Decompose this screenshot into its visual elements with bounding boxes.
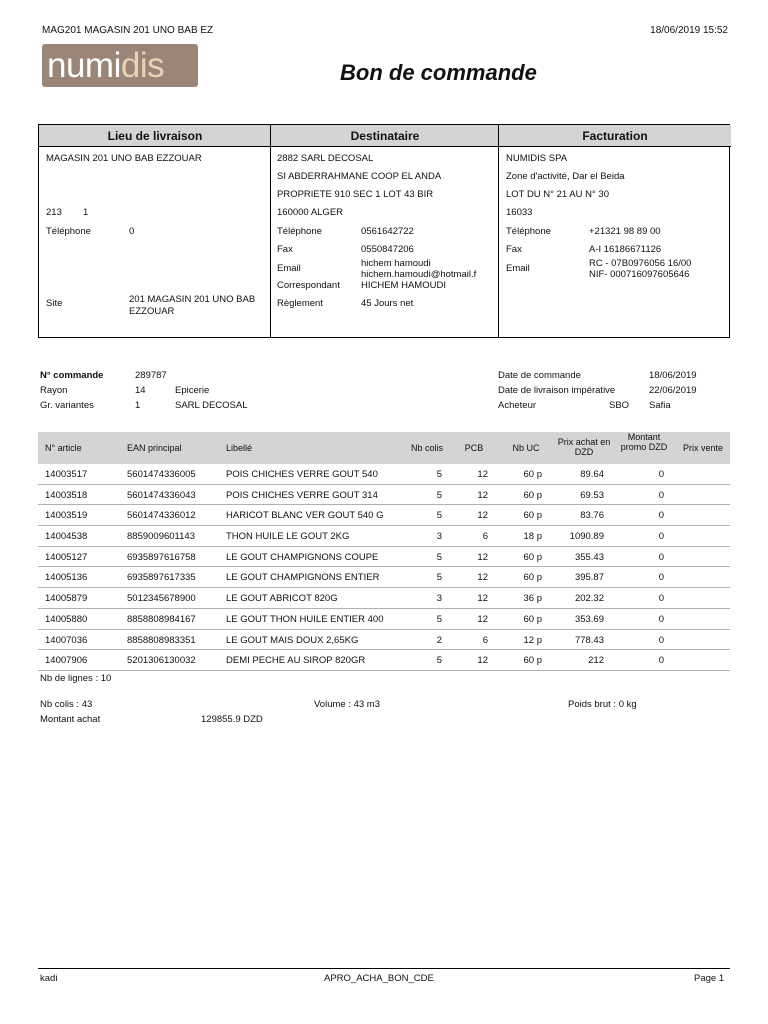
table-row	[38, 650, 730, 671]
cell-nb-uc: 18 p	[523, 531, 542, 543]
dest-line2: SI ABDERRAHMANE COOP EL ANDA	[277, 171, 442, 182]
cell-nb-uc: 12 p	[523, 634, 542, 646]
cell-article: 14005879	[45, 593, 88, 605]
cell-pcb: 12	[477, 655, 488, 667]
cell-article: 14003519	[45, 510, 88, 522]
cell-ean: 6935897617335	[127, 572, 196, 584]
table-row	[38, 609, 730, 630]
col-nb-uc: Nb UC	[512, 443, 540, 453]
cell-ean: 5601474336005	[127, 469, 196, 480]
order-date-value: 18/06/2019	[649, 370, 697, 381]
cell-ean: 5012345678900	[127, 593, 196, 605]
cell-ean: 5601474336012	[127, 510, 196, 522]
cell-pcb: 12	[477, 593, 488, 605]
cell-montant-promo: 0	[658, 634, 664, 646]
livraison-code2: 1	[83, 207, 89, 218]
footer-user: kadi	[40, 973, 58, 984]
delivery-date-label: Date de livraison impérative	[498, 385, 616, 396]
variantes-name: SARL DECOSAL	[175, 400, 248, 411]
fact-line3: LOT DU N° 21 AU N° 30	[506, 189, 609, 200]
cell-article: 14005136	[45, 572, 88, 584]
cell-prix-achat: 395.87	[574, 572, 604, 584]
table-row	[38, 505, 730, 526]
dest-line3: PROPRIETE 910 SEC 1 LOT 43 BIR	[277, 189, 434, 200]
dest-email-value2: hichem.hamoudi@hotmail.f	[361, 269, 477, 280]
dest-corr-value: HICHEM HAMOUDI	[361, 280, 446, 291]
cell-ean: 5201306130032	[127, 655, 196, 667]
order-lines-table	[38, 432, 730, 671]
cell-nb-uc: 60 p	[523, 551, 542, 563]
cell-libelle: LE GOUT CHAMPIGNONS ENTIER	[226, 572, 380, 584]
poids-total: Poids brut : 0 kg	[568, 699, 637, 710]
order-date-label: Date de commande	[498, 370, 581, 381]
cell-prix-achat: 202.32	[574, 593, 604, 605]
cell-prix-achat: 778.43	[574, 634, 604, 646]
dest-corr-label: Correspondant	[277, 280, 340, 291]
table-row	[38, 588, 730, 609]
cell-prix-achat: 353.69	[574, 613, 604, 625]
nb-colis-total: Nb colis : 43	[40, 699, 93, 710]
cell-article: 14003518	[45, 489, 88, 501]
cell-libelle: LE GOUT ABRICOT 820G	[226, 593, 338, 605]
cell-montant-promo: 0	[658, 655, 664, 667]
dest-tel-label: Téléphone	[277, 226, 322, 237]
montant-label: Montant achat	[40, 714, 101, 725]
cell-libelle: LE GOUT MAIS DOUX 2,65KG	[226, 634, 359, 646]
buyer-label: Acheteur	[498, 400, 537, 411]
cell-prix-achat: 212	[588, 655, 604, 667]
print-datetime: 18/06/2019 15:52	[650, 25, 728, 36]
fact-line1: NUMIDIS SPA	[506, 153, 568, 164]
livraison-line1: MAGASIN 201 UNO BAB EZZOUAR	[46, 153, 202, 164]
heading-facturation: Facturation	[499, 125, 731, 147]
numidis-logo	[42, 44, 198, 87]
fact-fax-value: A-I 16186671126	[589, 244, 662, 255]
cell-nb-colis: 5	[436, 551, 442, 563]
col-nb-colis: Nb colis	[410, 443, 443, 453]
cell-pcb: 12	[477, 469, 488, 480]
footer-page: Page 1	[694, 973, 725, 984]
footer-divider	[38, 968, 730, 969]
col-prix-achat: Prix achat en DZD	[557, 437, 611, 457]
cell-montant-promo: 0	[658, 593, 664, 605]
address-block	[38, 124, 730, 338]
cell-pcb: 6	[482, 531, 488, 543]
cell-nb-uc: 60 p	[523, 572, 542, 584]
cell-nb-uc: 60 p	[523, 613, 542, 625]
dest-email-value1: hichem hamoudi	[361, 258, 431, 269]
fact-email-label: Email	[506, 263, 530, 274]
cell-prix-achat: 1090.89	[569, 531, 604, 543]
cell-nb-colis: 5	[436, 572, 442, 584]
footer-report: APRO_ACHA_BON_CDE	[324, 973, 434, 984]
column-divider	[498, 125, 499, 337]
cell-libelle: POIS CHICHES VERRE GOUT 540	[226, 469, 378, 480]
cell-pcb: 12	[477, 613, 488, 625]
fact-fax-label: Fax	[506, 244, 522, 255]
dest-regl-label: Règlement	[277, 298, 323, 309]
logo-text-a: numi	[47, 46, 121, 85]
cell-prix-achat: 89.64	[580, 469, 604, 480]
livraison-site-value2: EZZOUAR	[129, 306, 175, 317]
nb-lignes: Nb de lignes : 10	[40, 673, 112, 684]
livraison-site-label: Site	[46, 298, 63, 309]
cell-prix-achat: 355.43	[574, 551, 604, 563]
dest-fax-value: 0550847206	[361, 244, 414, 255]
col-article: N° article	[45, 443, 82, 453]
page-title: Bon de commande	[340, 60, 537, 85]
delivery-date-value: 22/06/2019	[649, 385, 697, 396]
buyer-code: SBO	[609, 400, 630, 411]
fact-line2: Zone d'activité, Dar el Beida	[506, 171, 625, 182]
col-ean: EAN principal	[127, 443, 182, 453]
table-header	[38, 432, 730, 464]
fact-line4: 16033	[506, 207, 533, 218]
table-row	[38, 630, 730, 651]
cell-article: 14007906	[45, 655, 88, 667]
col-prix-vente: Prix vente	[682, 443, 724, 453]
table-row	[38, 526, 730, 547]
cell-article: 14003517	[45, 469, 88, 480]
cell-libelle: POIS CHICHES VERRE GOUT 314	[226, 489, 378, 501]
cell-ean: 6935897616758	[127, 551, 196, 563]
cell-montant-promo: 0	[658, 510, 664, 522]
fact-tel-value: +21321 98 89 00	[589, 226, 661, 237]
table-row	[38, 547, 730, 568]
rayon-label: Rayon	[40, 385, 68, 396]
cell-libelle: LE GOUT CHAMPIGNONS COUPE	[226, 551, 379, 563]
cell-article: 14005880	[45, 613, 88, 625]
cell-ean: 5601474336043	[127, 489, 196, 501]
cell-montant-promo: 0	[658, 531, 664, 543]
fact-email-value1: RC - 07B0976056 16/00	[589, 258, 692, 269]
col-pcb: PCB	[464, 443, 484, 453]
cell-nb-uc: 36 p	[523, 593, 542, 605]
cell-ean: 8858808984167	[127, 613, 196, 625]
heading-destinataire: Destinataire	[271, 125, 499, 147]
table-body	[38, 464, 730, 671]
cell-nb-colis: 2	[436, 634, 442, 646]
cell-nb-uc: 60 p	[523, 510, 542, 522]
cell-libelle: DEMI PECHE AU SIROP 820GR	[226, 655, 366, 667]
cell-nb-colis: 3	[436, 593, 442, 605]
cell-montant-promo: 0	[658, 489, 664, 501]
dest-fax-label: Fax	[277, 244, 293, 255]
dest-line4: 160000 ALGER	[277, 207, 344, 218]
col-montant-promo: Montant promo DZD	[620, 432, 668, 452]
table-row	[38, 485, 730, 506]
cell-nb-colis: 3	[436, 531, 442, 543]
cell-prix-achat: 83.76	[580, 510, 604, 522]
cell-prix-achat: 69.53	[580, 489, 604, 501]
cell-nb-colis: 5	[436, 655, 442, 667]
cell-nb-colis: 5	[436, 469, 442, 480]
column-divider	[270, 125, 271, 337]
store-label: MAG201 MAGASIN 201 UNO BAB EZ	[42, 25, 214, 36]
cell-ean: 8859009601143	[127, 531, 195, 543]
order-number-label: N° commande	[40, 370, 104, 381]
cell-libelle: THON HUILE LE GOUT 2KG	[226, 531, 350, 543]
cell-article: 14005127	[45, 551, 88, 563]
order-number-value: 289787	[135, 370, 167, 381]
cell-nb-uc: 60 p	[523, 489, 542, 501]
livraison-code: 213	[46, 207, 62, 218]
livraison-site-value1: 201 MAGASIN 201 UNO BAB	[129, 294, 256, 305]
volume-total: Volume : 43 m3	[314, 699, 381, 710]
cell-pcb: 12	[477, 551, 488, 563]
cell-montant-promo: 0	[658, 572, 664, 584]
cell-montant-promo: 0	[658, 469, 664, 480]
cell-nb-uc: 60 p	[523, 655, 542, 667]
cell-ean: 8858808983351	[127, 634, 196, 646]
rayon-code: 14	[135, 385, 146, 396]
variantes-code: 1	[135, 400, 141, 411]
cell-libelle: LE GOUT THON HUILE ENTIER 400	[226, 613, 384, 625]
cell-article: 14004538	[45, 531, 88, 543]
heading-livraison: Lieu de livraison	[39, 125, 271, 147]
dest-regl-value: 45 Jours net	[361, 298, 414, 309]
cell-nb-colis: 5	[436, 489, 442, 501]
livraison-tel-value: 0	[129, 226, 135, 237]
table-row	[38, 464, 730, 485]
cell-montant-promo: 0	[658, 551, 664, 563]
table-row	[38, 567, 730, 588]
cell-pcb: 12	[477, 489, 488, 501]
cell-montant-promo: 0	[658, 613, 664, 625]
cell-pcb: 12	[477, 572, 488, 584]
cell-pcb: 6	[482, 634, 488, 646]
dest-tel-value: 0561642722	[361, 226, 414, 237]
cell-nb-colis: 5	[436, 613, 442, 625]
cell-article: 14007036	[45, 634, 88, 646]
variantes-label: Gr. variantes	[40, 400, 94, 411]
montant-value: 129855.9 DZD	[201, 714, 263, 725]
livraison-tel-label: Téléphone	[46, 226, 91, 237]
cell-nb-uc: 60 p	[523, 469, 542, 480]
buyer-name: Safia	[649, 400, 671, 411]
logo-text-b: dis	[120, 46, 165, 85]
cell-libelle: HARICOT BLANC VER GOUT 540 G	[226, 510, 384, 522]
fact-email-value2: NIF- 000716097605646	[589, 269, 690, 280]
rayon-name: Epicerie	[175, 385, 210, 396]
fact-tel-label: Téléphone	[506, 226, 551, 237]
dest-email-label: Email	[277, 263, 301, 274]
cell-pcb: 12	[477, 510, 488, 522]
dest-line1: 2882 SARL DECOSAL	[277, 153, 374, 164]
col-libelle: Libellé	[226, 443, 253, 453]
cell-nb-colis: 5	[436, 510, 442, 522]
